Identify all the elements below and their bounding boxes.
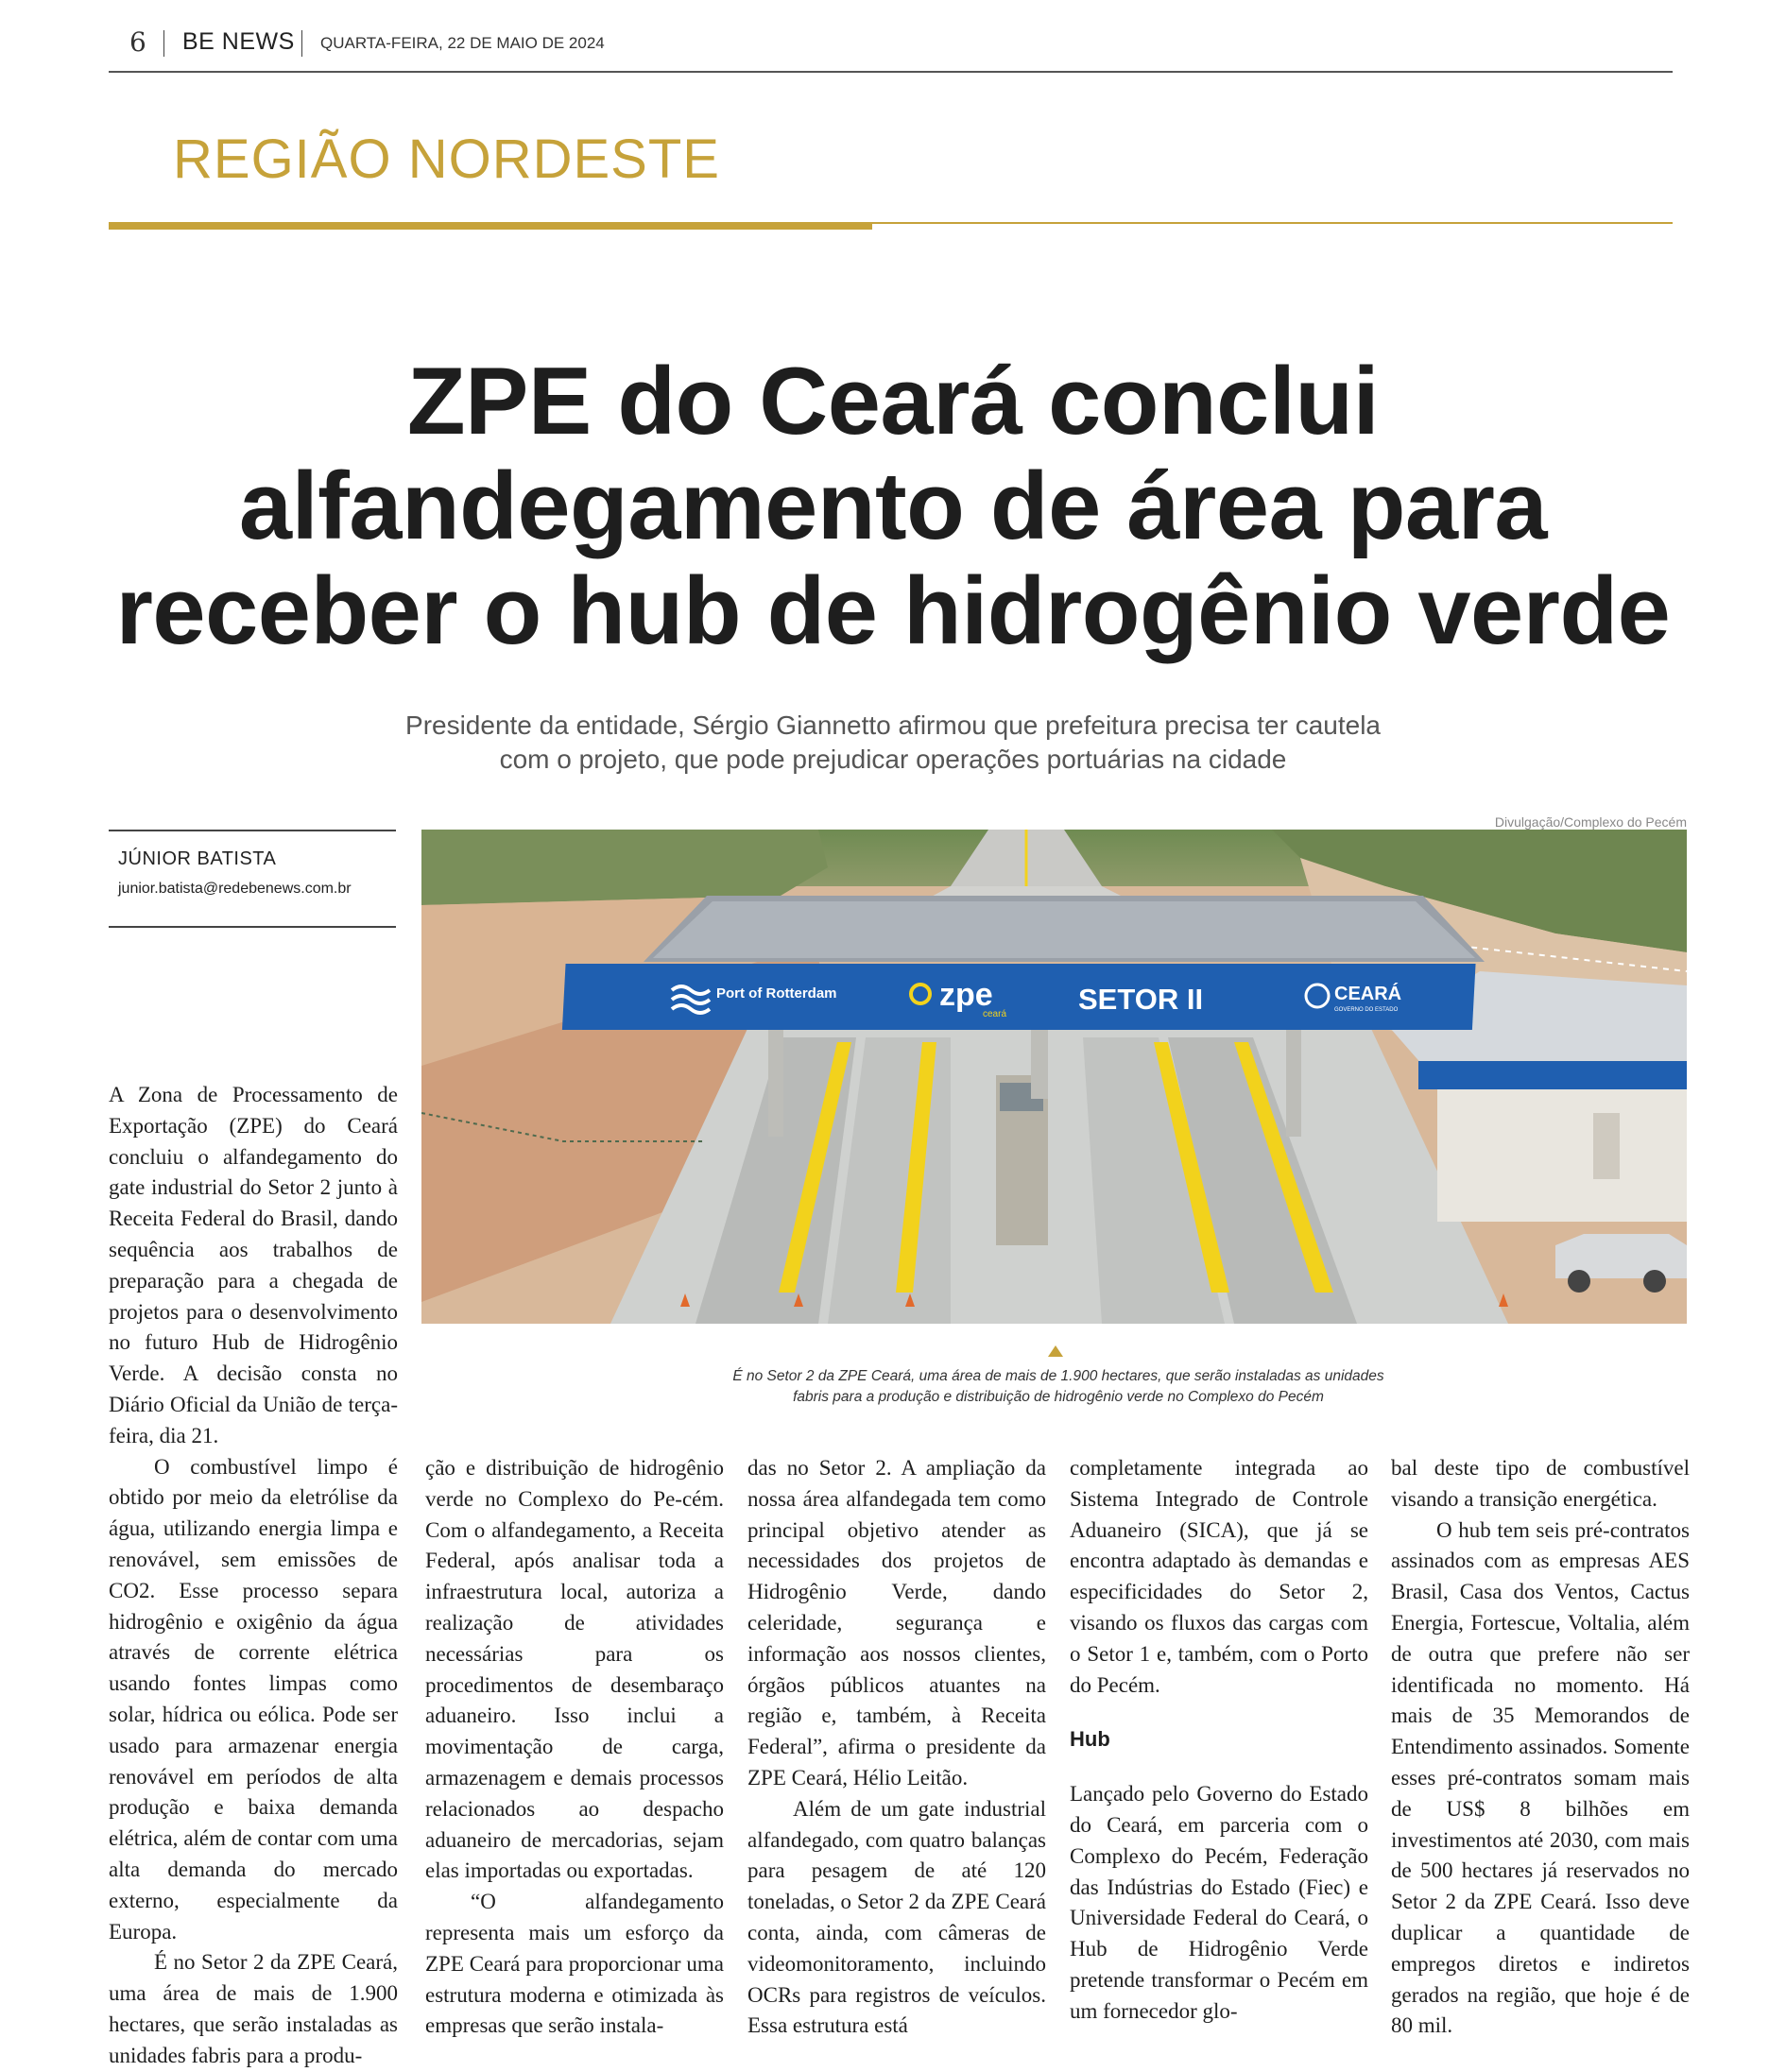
photo-caption: É no Setor 2 da ZPE Ceará, uma área de mais de 1.900 hectares, que serão instaladas as unidades fabris para a produção e distribuição de hidrogênio verde no Complexo do Pecém [732, 1368, 1384, 1405]
paragraph: ção e distribuição de hidrogênio verde no Complexo do Pe-cém. Com o alfandegamento, a Receita Federal, após analisar toda a infraestrutura local, autoriza a realização de atividades necessárias para os procedimentos de desembaraço aduaneiro. Isso inclui a movimentação de carga, armazenagem e demais processos relacionados ao despacho aduaneiro de mercadorias, sejam elas importadas ou exportadas. [425, 1456, 724, 1883]
page-header [109, 26, 1673, 68]
photo-credit: Divulgação/Complexo do Pecém [1494, 814, 1687, 830]
header-divider [163, 30, 164, 57]
sign-ceara-sub: GOVERNO DO ESTADO [1334, 1007, 1399, 1013]
caption-marker-icon [1048, 1345, 1063, 1357]
paragraph: Lançado pelo Governo do Estado do Ceará, em parceria com o Complexo do Pecém, Federação das Indústrias do Estado (Fiec) e Universidade Federal do Ceará, o Hub de Hidrogênio Verde pretende transformar o Pecém em um fornecedor glo- [1070, 1782, 1368, 2023]
paragraph: bal deste tipo de combustível visando a transição energética. [1391, 1456, 1690, 1511]
sign-zpe-sub: ceará [983, 1009, 1007, 1019]
section-rule-accent [109, 222, 872, 230]
article-column-5 [1391, 1453, 1690, 2042]
publication-name: BE NEWS [182, 28, 295, 55]
sign-ceara-text: CEARÁ [1334, 984, 1402, 1004]
paragraph: Além de um gate industrial alfandegado, com quatro balanças para pesagem de até 120 toneladas, o Setor 2 da ZPE Ceará conta, ainda, com câmeras de videomonitoramento, incluindo OCRs para registros de veículos. Essa estrutura está [747, 1796, 1046, 2038]
issue-date: QUARTA-FEIRA, 22 DE MAIO DE 2024 [320, 34, 605, 52]
sign-zpe-text: zpe [939, 977, 993, 1013]
header-divider [301, 30, 302, 57]
article-column-4 [1070, 1453, 1368, 2028]
headline: ZPE do Ceará conclui alfandegamento de área para receber o hub de hidrogênio verde [115, 349, 1671, 664]
byline-rule [109, 926, 396, 928]
page-number: 6 [129, 26, 146, 58]
paragraph: O hub tem seis pré-contratos assinados com as empresas AES Brasil, Casa dos Ventos, Cactus Energia, Fortescue, Voltalia, além de outra que prefere não ser identificada no momento. Há mais de 35 Memorandos de Entendimento assinados. Somente esses pré-contratos somam mais de US$ 8 bilhões em investimentos até 2030, com mais de 500 hectares já reservados no Setor 2 da ZPE Ceará. Isso deve duplicar a quantidade de empregos diretos e indiretos gerados na região, que hoje é de 80 mil. [1391, 1517, 1690, 2038]
article-column-3 [747, 1453, 1046, 2042]
subsection-heading: Hub [1070, 1727, 1110, 1752]
paragraph: É no Setor 2 da ZPE Ceará, uma área de mais de 1.900 hectares, que serão instaladas as unidades fabris para a produ- [109, 1950, 398, 2067]
paragraph: A Zona de Processamento de Exportação (ZPE) do Ceará concluiu o alfandegamento do gate industrial do Setor 2 junto à Receita Federal do Brasil, dando sequência aos trabalhos de preparação para a chegada de projetos para o desenvolvimento no futuro Hub de Hidrogênio Verde. A decisão consta no Diário Oficial da União de terça-feira, dia 21. [109, 1083, 398, 1447]
sign-port-text: Port of Rotterdam [716, 985, 837, 1002]
paragraph: O combustível limpo é obtido por meio da eletrólise da água, utilizando energia limpa e renovável, sem emissões de CO2. Esse processo separa hidrogênio e oxigênio da água através de corrente elétrica usando fontes limpas como solar, hídrica ou eólica. Pode ser usado para armazenar energia renovável em períodos de alta produção e baixa demanda elétrica, além de contar com uma alta demanda do mercado externo, especialmente da Europa. [109, 1454, 398, 1944]
photo-illustration [421, 830, 1687, 1324]
paragraph: “O alfandegamento representa mais um esforço da ZPE Ceará para proporcionar uma estrutura moderna e otimizada às empresas que serão instala- [425, 1890, 724, 2038]
sign-setor-text: SETOR II [1078, 983, 1204, 1016]
byline-rule [109, 830, 396, 831]
section-title: REGIÃO NORDESTE [173, 128, 720, 190]
author-name: JÚNIOR BATISTA [118, 848, 277, 869]
article-photo [421, 830, 1687, 1324]
subheadline: Presidente da entidade, Sérgio Giannetto afirmou que prefeitura precisa ter cautela com o projeto, que pode prejudicar operações portuárias na cidade [405, 711, 1381, 774]
paragraph: completamente integrada ao Sistema Integrado de Controle Aduaneiro (SICA), que já se encontra adaptado às demandas e especificidades do Setor 2, visando os fluxos das cargas com o Setor 1 e, também, com o Porto do Pecém. [1070, 1456, 1368, 1697]
article-column-1 [109, 1080, 398, 2072]
author-email[interactable]: junior.batista@redebenews.com.br [118, 881, 352, 897]
paragraph: das no Setor 2. A ampliação da nossa área alfandegada tem como principal objetivo atender as necessidades dos projetos de Hidrogênio Verde, dando celeridade, segurança e informação aos nossos clientes, órgãos públicos atuantes na região e, também, à Receita Federal”, afirma o presidente da ZPE Ceará, Hélio Leitão. [747, 1456, 1046, 1789]
header-rule [109, 71, 1673, 73]
article-column-2 [425, 1453, 724, 2042]
